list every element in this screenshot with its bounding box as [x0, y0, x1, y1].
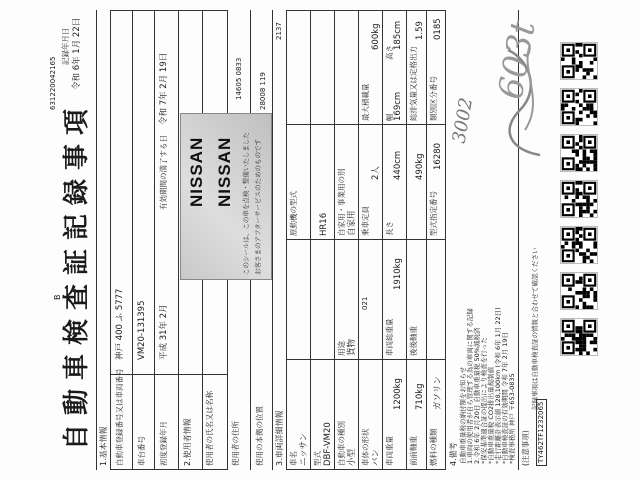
stamp-text-2: お客さまのアフターサービスのためのものです	[254, 138, 262, 275]
qr-code-2	[560, 88, 598, 126]
notes-line: *自動車検査証の有効期間 令和 7年 2月 19日	[501, 331, 509, 464]
qr-code-3-icon	[561, 135, 597, 171]
fuel-value: ガソリン	[433, 375, 443, 410]
model-value: DBF-VM20	[323, 422, 333, 466]
body-value: バン	[371, 448, 381, 466]
vin-value: VM20-131395	[137, 300, 147, 360]
issue-date-value: 令和 6年 1月 22日	[72, 17, 82, 90]
front-axle-label: 前前軸重	[409, 436, 418, 466]
engine-label: 原動機の型式	[289, 191, 298, 236]
maker-value: ニッサン	[299, 432, 309, 466]
section-notes: 4.備考	[449, 442, 458, 466]
width-value: 169cm	[393, 91, 403, 121]
handwritten-note-1: 3002	[448, 96, 478, 145]
handwritten-note-2: 603t	[490, 17, 544, 103]
use-label: 用途	[337, 341, 346, 356]
section-owner: 2.使用者情報	[183, 418, 192, 466]
class-label: 類別区分番号	[429, 76, 438, 121]
model-label: 型式	[313, 451, 322, 466]
qr-code-4-icon	[561, 181, 597, 217]
handwritten-scribble	[500, 40, 550, 160]
vehicle-type-value: 小型	[347, 448, 357, 466]
engine-value: HR16	[319, 212, 329, 236]
qr-code-1	[560, 42, 598, 80]
type-cert-value: 16280	[433, 142, 443, 170]
notes-line: 自動車重量税の納付額をお知らせ	[459, 366, 467, 464]
first-registration-value: 平成 31年 2月	[159, 304, 169, 360]
capacity-value: 2人	[371, 166, 381, 180]
fuel-label: 燃料の種類	[429, 428, 438, 466]
qr-code-3	[560, 134, 598, 172]
qr-code-2-icon	[561, 89, 597, 125]
weight-label: 車両重量	[385, 436, 394, 466]
class-value: 0185	[433, 18, 443, 40]
qr-code-6-icon	[561, 273, 597, 309]
use-value: 貨物	[347, 338, 357, 356]
expiry-label: 有効期間の満了する日	[159, 135, 168, 210]
length-value: 440cm	[393, 150, 403, 180]
qr-code-1-icon	[561, 43, 597, 79]
max-load-label: 最大積載量	[361, 83, 370, 121]
registration-number-label: 自動車登録番号又は車両番号	[115, 368, 124, 466]
owner-address-label: 使用者の住所	[231, 421, 240, 466]
notes-line: 2.令和 6年 2月20日 自動車重量税 50%減税済	[473, 327, 481, 464]
qr-code-7-icon	[561, 319, 597, 355]
footer-ident: TY462TF1232065	[536, 399, 547, 466]
document-number: 631220042165	[49, 56, 57, 110]
purpose-value: 自家用	[347, 210, 357, 236]
code-2: 28008 119	[259, 72, 267, 110]
qr-code-4	[560, 180, 598, 218]
purpose-label: 自家用・事業用の別	[337, 168, 346, 236]
rear-axle-value: 490kg	[415, 153, 425, 180]
section-specs: 3.車両詳細情報	[275, 410, 284, 466]
front-axle-value: 710kg	[415, 383, 425, 410]
nissan-logo-lower: NISSAN	[215, 136, 234, 207]
displacement-label: 総排気量又は定格出力	[409, 46, 418, 121]
notes-line: *検査事務所 神戸 〒653-0835	[508, 373, 516, 464]
notes-line: 1.車両の使用者が自ら管理する為の車両に関する記録	[466, 308, 474, 464]
body-label: 車体の形状	[361, 428, 370, 466]
rear-axle-label: 後後軸重	[409, 326, 418, 356]
height-value: 185cm	[393, 20, 403, 50]
displacement-value: 1.59	[415, 21, 425, 40]
width-label: 幅	[385, 113, 394, 121]
max-load-value: 600kg	[371, 23, 381, 50]
footer-note: 記録事項は自動車検査証の情報と合わせて確認ください	[531, 247, 539, 410]
first-registration-label: 初度登録年月	[159, 421, 168, 466]
base-location-label: 使用の本拠の位置	[255, 406, 264, 466]
section-basic: 1.基本情報	[99, 426, 108, 466]
gross-weight-label: 車両総重量	[385, 318, 394, 356]
notes-line: *保安基準適合証の提出により検査を行った	[480, 337, 488, 464]
issue-date-label: 記録年月日	[61, 27, 70, 65]
vehicle-type-label: 自動車の種別	[337, 421, 346, 466]
capacity-label: 乗車定員	[361, 206, 370, 236]
registration-number-value: 神戸 400 ふ 5777	[115, 288, 125, 360]
vin-label: 車台番号	[137, 436, 146, 466]
code-2137: 2137	[275, 22, 283, 40]
top-letter: B	[53, 294, 62, 300]
postal-code: 14605 0833	[235, 57, 243, 100]
qr-code-7	[560, 318, 598, 356]
maker-label: 車名	[289, 451, 298, 466]
notes-line: *走行距離計表示値 128,100km (令和 6年 1月 22日)	[494, 307, 502, 464]
stamp-text-1: このシールは、この車を点検・整備いたしました	[242, 132, 250, 275]
dealer-stamp	[180, 113, 272, 280]
notes-line: *自動車重量税 CO2排出量規制値	[487, 366, 495, 464]
gross-weight-value: 1910kg	[393, 258, 403, 290]
code-021: 021	[361, 296, 369, 310]
qr-code-5-icon	[561, 227, 597, 263]
qr-code-6	[560, 272, 598, 310]
qr-code-5	[560, 226, 598, 264]
height-label: 高さ	[385, 45, 394, 60]
expiry-value: 令和 7年 2月 19日	[159, 52, 169, 125]
owner-name-label: 使用者の氏名又は名称	[205, 391, 214, 466]
nissan-logo-upper: NISSAN	[187, 136, 206, 207]
inspection-record-sheet	[49, 10, 550, 470]
type-cert-label: 型式指定番号	[429, 191, 438, 236]
length-label: 長さ	[385, 221, 394, 236]
document-title: 自動車検査証記録事項	[62, 99, 92, 450]
footer-label: (注意事項)	[521, 430, 530, 466]
weight-value: 1200kg	[393, 378, 403, 410]
